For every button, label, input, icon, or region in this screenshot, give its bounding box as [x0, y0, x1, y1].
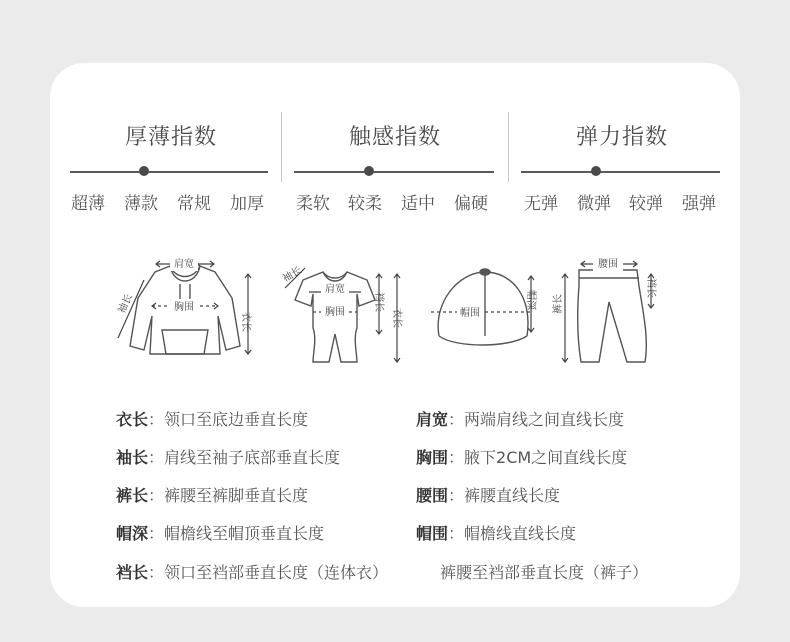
hoodie-sleeve-label: 袖长: [116, 292, 135, 316]
cap-illustration: [425, 262, 545, 362]
romper-shoulder-label: 肩宽: [325, 284, 345, 295]
term-garment-length: 衣长: [116, 410, 149, 429]
thickness-label-4: 加厚: [230, 194, 264, 214]
term-shoulder-width: 肩宽: [416, 410, 449, 429]
definition-garment-length: [116, 407, 308, 430]
term-pants-length: 裤长: [116, 486, 149, 505]
thickness-scale-line: [70, 171, 268, 173]
desc-crotch-length-pants: 裤腰至裆部垂直长度（裤子）: [440, 563, 649, 582]
touch-scale-marker: [364, 166, 374, 176]
desc-sleeve-length: ：肩线至袖子底部垂直长度: [148, 448, 341, 467]
term-waist: 腰围: [416, 486, 449, 505]
thickness-label-3: 常规: [177, 194, 211, 214]
touch-label-1: 柔软: [296, 194, 330, 214]
elasticity-index-title: 弹力指数: [575, 125, 668, 150]
term-crotch-length: 裆长: [116, 563, 149, 582]
term-chest: 胸围: [416, 448, 449, 467]
thickness-label-1: 超薄: [71, 194, 105, 214]
pants-waist-label: 腰围: [598, 259, 618, 270]
romper-chest-label: 胸围: [325, 307, 345, 318]
definition-waist: [416, 483, 560, 506]
term-hat-depth: 帽深: [116, 524, 149, 543]
desc-garment-length: ：领口至底边垂直长度: [148, 410, 309, 429]
desc-pants-length: ：裤腰至裤脚垂直长度: [148, 486, 309, 505]
hoodie-shoulder-label: 肩宽: [174, 259, 194, 270]
desc-hat-depth: ：帽檐线至帽顶垂直长度: [148, 524, 325, 543]
thickness-index-title: 厚薄指数: [124, 125, 217, 150]
elasticity-label-4: 强弹: [682, 194, 716, 214]
romper-crotch-label: 裆长: [373, 292, 384, 312]
romper-length-label: 衣长: [391, 308, 402, 328]
romper-sleeve-label: 袖长: [281, 265, 304, 285]
definition-hat-depth: [116, 521, 324, 544]
term-sleeve-length: 袖长: [116, 448, 149, 467]
definition-pants-length: [116, 483, 308, 506]
pants-illustration: [555, 252, 665, 370]
definition-shoulder-width: [416, 407, 624, 430]
divider: [508, 112, 509, 182]
thickness-label-2: 薄款: [124, 194, 158, 214]
pants-crotch-label: 裆长: [645, 278, 656, 298]
hoodie-chest-label: 胸围: [174, 302, 194, 313]
cap-depth-label: 帽深: [525, 290, 536, 310]
pants-length-label: 裤长: [553, 294, 564, 314]
term-hat-circumference: 帽围: [416, 524, 449, 543]
desc-waist: ：裤腰直线长度: [448, 486, 561, 505]
definition-crotch-length: [116, 560, 388, 583]
hoodie-length-label: 衣长: [240, 312, 251, 332]
hoodie-illustration: [110, 250, 260, 365]
definition-hat-circumference: [416, 521, 576, 544]
elasticity-label-3: 较弹: [629, 194, 663, 214]
elasticity-scale-marker: [591, 166, 601, 176]
desc-shoulder-width: ：两端肩线之间直线长度: [448, 410, 625, 429]
touch-label-3: 适中: [401, 194, 435, 214]
cap-circumference-label: 帽围: [460, 308, 480, 319]
elasticity-scale-line: [521, 171, 720, 173]
divider: [281, 112, 282, 182]
elasticity-label-2: 微弹: [577, 194, 611, 214]
touch-index-title: 触感指数: [348, 125, 441, 150]
touch-label-4: 偏硬: [454, 194, 488, 214]
thickness-scale-marker: [139, 166, 149, 176]
desc-crotch-length-romper: ：领口至裆部垂直长度（连体衣）: [148, 563, 389, 582]
desc-hat-circumference: ：帽檐线直线长度: [448, 524, 577, 543]
desc-chest: ：腋下2CM之间直线长度: [448, 448, 628, 467]
touch-scale-line: [294, 171, 494, 173]
romper-illustration: [275, 258, 415, 373]
definition-chest: [416, 445, 627, 468]
definition-sleeve-length: [116, 445, 340, 468]
definition-crotch-length-pants: [440, 560, 648, 583]
touch-label-2: 较柔: [348, 194, 382, 214]
elasticity-label-1: 无弹: [524, 194, 558, 214]
